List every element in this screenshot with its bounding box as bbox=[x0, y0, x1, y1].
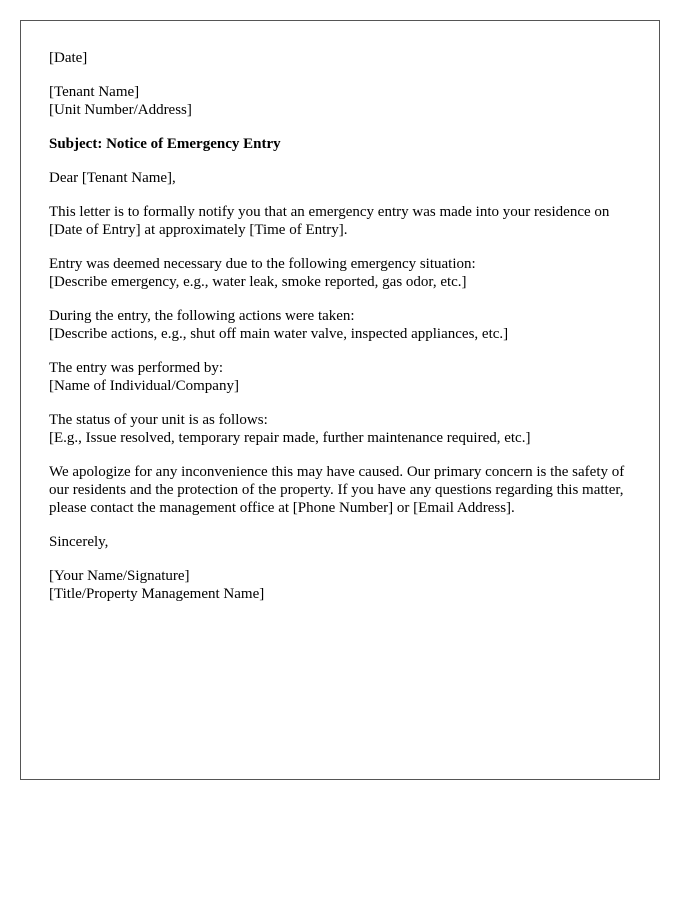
actions-label: During the entry, the following actions were taken: bbox=[49, 308, 355, 324]
salutation bbox=[49, 169, 634, 187]
letter-frame bbox=[20, 20, 660, 780]
date-text: [Date] bbox=[49, 50, 88, 66]
performer-value: [Name of Individual/Company] bbox=[49, 378, 239, 394]
signature-block bbox=[49, 567, 634, 603]
actions-section bbox=[49, 307, 634, 343]
status-label: The status of your unit is as follows: bbox=[49, 412, 268, 428]
date-line bbox=[49, 49, 634, 67]
apology-text: We apologize for any inconvenience this may have caused. Our primary concern is the safety of our residents and the protection of the property. If you have any questions regarding this matter, please contact the management office at [Phone Number] or [Email Address]. bbox=[49, 464, 625, 516]
status-section bbox=[49, 411, 634, 447]
signature-name: [Your Name/Signature] bbox=[49, 568, 190, 584]
recipient-name: [Tenant Name] bbox=[49, 84, 140, 100]
salutation-text: Dear [Tenant Name], bbox=[49, 170, 176, 186]
apology-paragraph bbox=[49, 463, 634, 517]
subject-line bbox=[49, 135, 634, 153]
recipient-block bbox=[49, 83, 634, 119]
emergency-value: [Describe emergency, e.g., water leak, smoke reported, gas odor, etc.] bbox=[49, 274, 467, 290]
closing bbox=[49, 533, 634, 551]
subject-text: Subject: Notice of Emergency Entry bbox=[49, 136, 281, 152]
closing-text: Sincerely, bbox=[49, 534, 109, 550]
performer-label: The entry was performed by: bbox=[49, 360, 224, 376]
performer-section bbox=[49, 359, 634, 395]
status-value: [E.g., Issue resolved, temporary repair made, further maintenance required, etc.] bbox=[49, 430, 531, 446]
actions-value: [Describe actions, e.g., shut off main water valve, inspected appliances, etc.] bbox=[49, 326, 509, 342]
signature-title: [Title/Property Management Name] bbox=[49, 586, 265, 602]
intro-paragraph bbox=[49, 203, 634, 239]
emergency-label: Entry was deemed necessary due to the following emergency situation: bbox=[49, 256, 476, 272]
letter-body bbox=[49, 49, 634, 619]
recipient-address: [Unit Number/Address] bbox=[49, 102, 192, 118]
emergency-section bbox=[49, 255, 634, 291]
intro-text: This letter is to formally notify you that an emergency entry was made into your residence on [Date of Entry] at approximately [Time of Entry]. bbox=[49, 204, 610, 238]
